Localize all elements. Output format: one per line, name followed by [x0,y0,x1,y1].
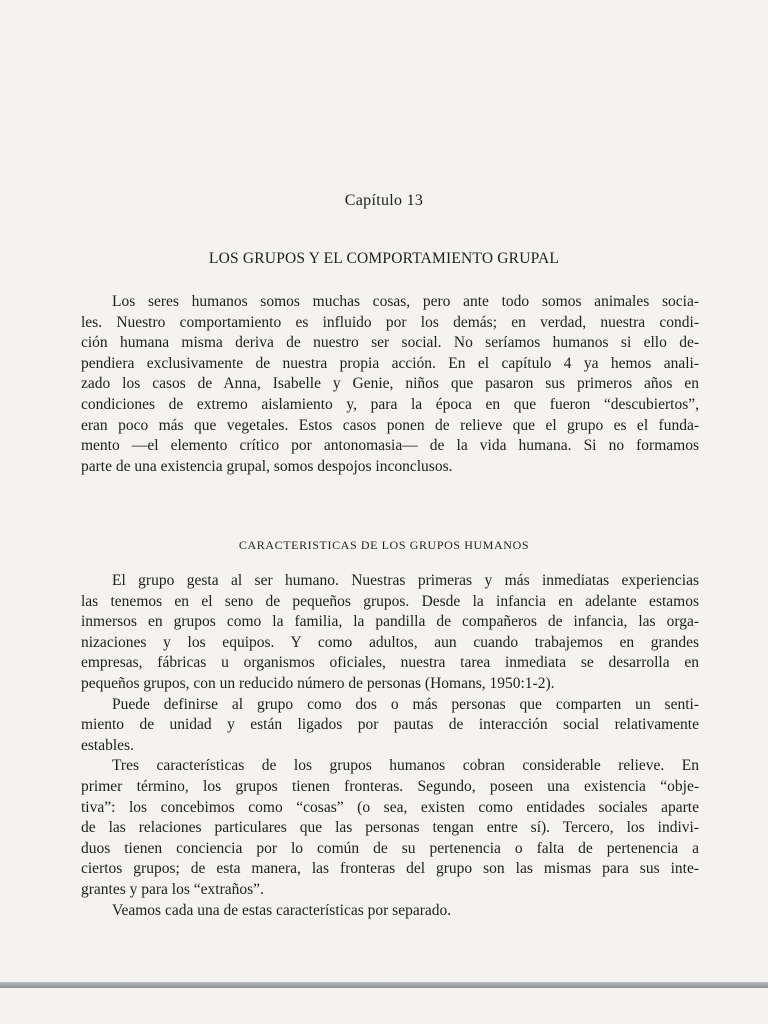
chapter-title: LOS GRUPOS Y EL COMPORTAMIENTO GRUPAL [208,250,560,267]
text-line: ción humana misma deriva de nuestro ser social. No seríamos humanos si ello de- [81,334,699,352]
text-line: duos tienen conciencia por lo común de su pertenencia o falta de pertenencia a [81,839,699,857]
page-bottom-edge [0,982,768,988]
text-line: Puede definirse al grupo como dos o más personas que comparten un senti- [112,695,699,713]
text-line: les. Nuestro comportamiento es influido por los demás; en verdad, nuestra condi- [81,313,699,331]
text-line: miento de unidad y están ligados por pautas de interacción social relativamente [81,716,699,734]
text-line: estables. [81,736,134,754]
text-line: mento —el elemento crítico por antonomasia— de la vida humana. Si no formamos [81,437,699,455]
text-line: condiciones de extremo aislamiento y, para la época en que fueron “descubiertos”, [81,395,699,413]
text-line: ciertos grupos; de esta manera, las fronteras del grupo son las mismas para sus inte- [81,860,699,878]
text-line: empresas, fábricas u organismos oficiales, nuestra tarea inmediata se desarrolla en [81,654,699,672]
text-line: de las relaciones particulares que las personas tengan entre sí). Tercero, los indivi- [81,819,699,837]
text-line: zado los casos de Anna, Isabelle y Genie, niños que pasaron sus primeros años en [81,375,699,393]
text-line: pendiera exclusivamente de nuestra propia acción. En el capítulo 4 ya hemos anali- [81,354,699,372]
text-line: grantes y para los “extraños”. [81,880,264,898]
text-line: primer término, los grupos tienen fronteras. Segundo, poseen una existencia “obje- [81,777,699,795]
text-line: las tenemos en el seno de pequeños grupos. Desde la infancia en adelante estamos [81,592,699,610]
text-line: inmersos en grupos como la familia, la pandilla de compañeros de infancia, las orga- [81,613,699,631]
text-line: Veamos cada una de estas características por separado. [112,901,452,919]
text-line: parte de una existencia grupal, somos despojos inconclusos. [81,457,453,475]
text-line: El grupo gesta al ser humano. Nuestras primeras y más inmediatas experiencias [112,572,699,589]
text-line: Tres características de los grupos humanos cobran considerable relieve. En [112,757,699,775]
section-heading: CARACTERISTICAS DE LOS GRUPOS HUMANOS [238,538,530,552]
text-line: tiva”: los concebimos como “cosas” (o sea, existen como entidades sociales aparte [81,798,699,816]
text-line: eran poco más que vegetales. Estos casos ponen de relieve que el grupo es el funda- [81,416,699,434]
text-line: nizaciones y los equipos. Y como adultos, aun cuando trabajemos en grandes [81,633,699,651]
text-line: pequeños grupos, con un reducido número de personas (Homans, 1950:1-2). [81,674,555,692]
intro-paragraph [81,292,699,477]
text-line: Los seres humanos somos muchas cosas, pero ante todo somos animales socia- [112,293,699,310]
chapter-number: Capítulo 13 [344,192,424,209]
body-text [81,571,699,921]
